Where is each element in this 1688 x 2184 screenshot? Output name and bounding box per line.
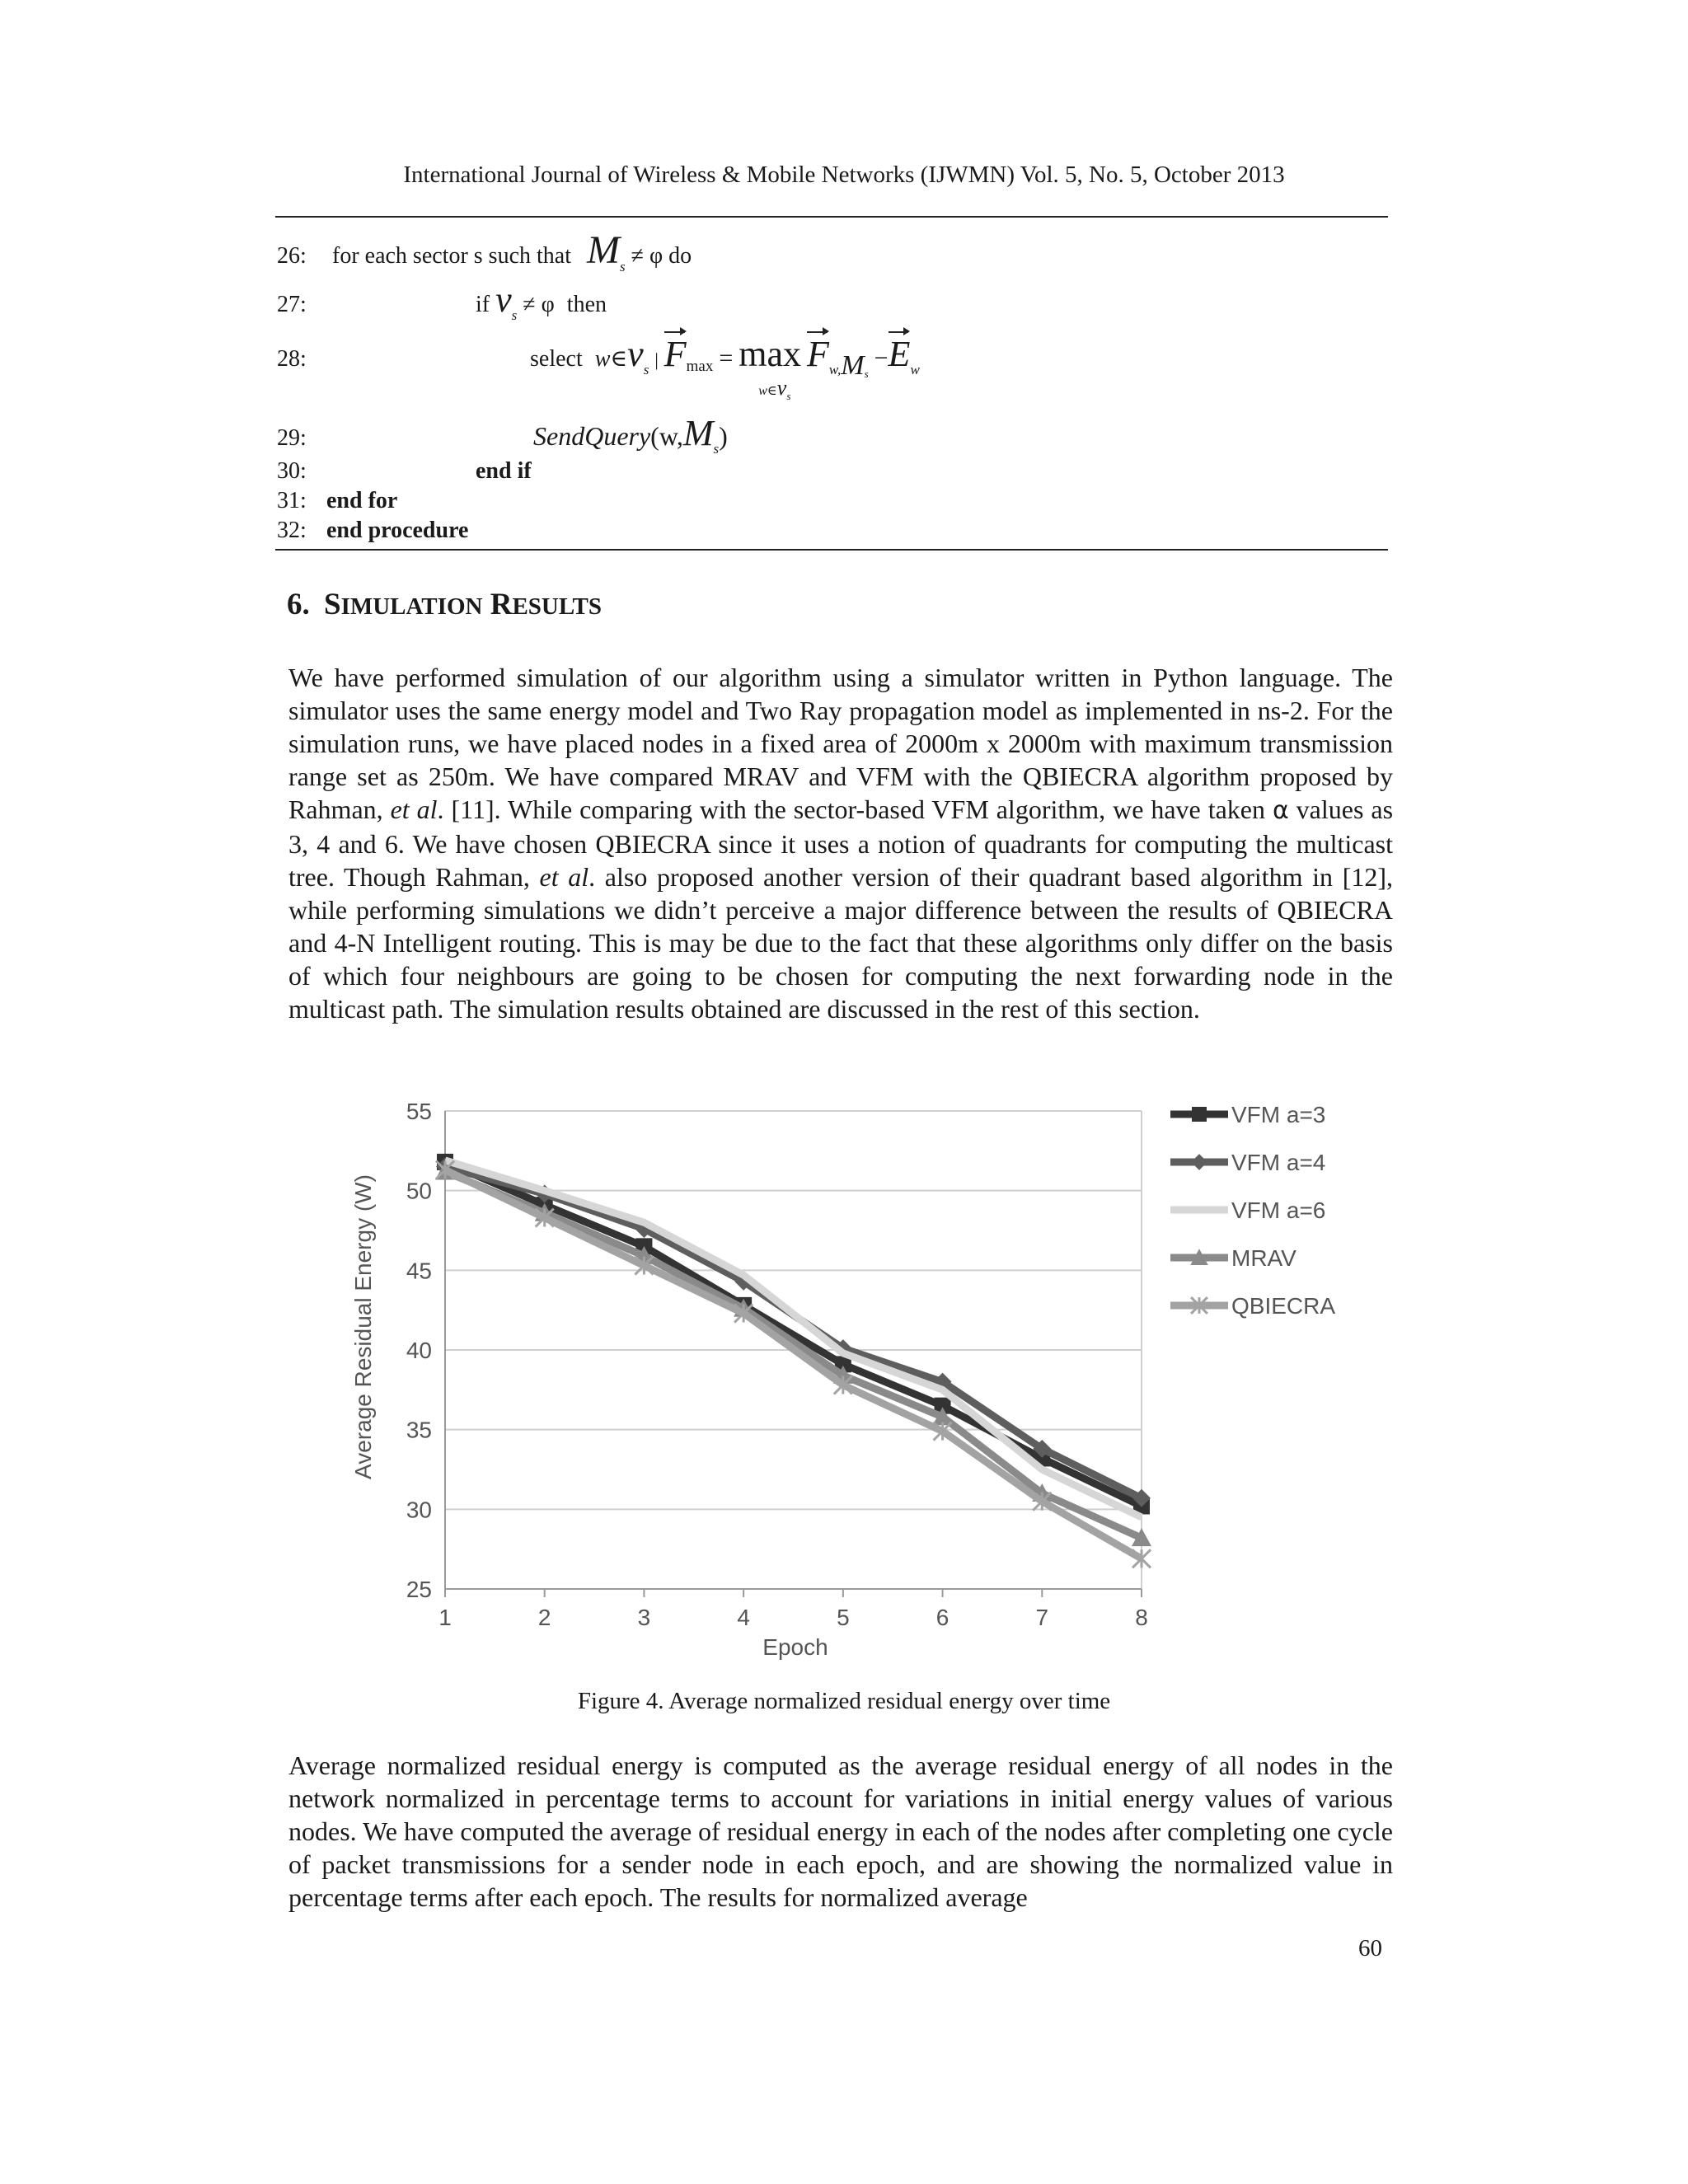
legend-item [1170,1150,1325,1175]
line-number: 27: [277,292,307,317]
journal-header: International Journal of Wireless & Mobile Networks (IJWMN) Vol. 5, No. 5, October 2013 [403,162,1285,188]
section-title-cap-2: R [490,588,513,621]
section-title-smallcaps-2: ESULTS [512,593,603,620]
line-number: 32: [277,518,307,543]
x-tick-label: 3 [637,1605,651,1630]
symbol-v: v [627,334,644,374]
y-tick-label: 50 [406,1178,432,1204]
keyword-end-if: end if [476,458,532,484]
subscript-max: max [686,358,714,375]
algo-text: for each sector s such that [332,243,571,269]
y-tick-label: 25 [406,1577,432,1602]
x-tick-label: 1 [438,1605,452,1630]
w-element-of: w∈ [594,346,628,372]
such-that-bar: | [654,349,659,370]
algo-line-28 [277,333,920,402]
neq-phi: ≠ φ [523,292,555,317]
keyword-do: do [668,243,692,269]
keyword-select: select [530,346,583,372]
section-title-smallcaps-1: IMULATION [340,593,483,620]
symbol-M: M [841,350,865,381]
algorithm-top-rule [275,216,1388,218]
x-tick-label: 6 [935,1605,950,1630]
max-under-index [758,376,790,403]
chart-axes [406,1099,1148,1630]
subscript: w, [828,362,842,377]
line-number: 30: [277,458,307,484]
x-tick-label: 2 [537,1605,551,1630]
keyword-end-procedure: end procedure [326,518,469,543]
x-tick-label: 4 [737,1605,750,1630]
body-paragraph-2 [288,1749,1393,1914]
minus-sign: − [874,344,889,372]
marker-diamond [1191,1154,1207,1170]
text-italic: et al [390,794,438,824]
series-qbiecra [436,1161,1151,1568]
legend-label: VFM a=6 [1231,1197,1326,1223]
residual-energy-chart [346,1088,1376,1681]
text-run: . also proposed another version of their quadrant based algorithm in [12], while performing simulations we didn’t perceive a major difference between the results of QBIECRA and 4-N Intelligent routing. This is may be due to the fact that these algorithms only differ on the basis of which four neighbours are going to be chosen for computing the next forwarding node in the multicast path. The simulation results obtained are discussed in the rest of this section. [288,862,1394,1024]
section-heading [287,587,602,622]
send-query-call: SendQuery [533,421,651,451]
symbol-v: v [495,279,512,320]
symbol-M: M [587,228,620,272]
body-paragraph-1 [288,661,1393,1025]
neq-phi: ≠ φ [631,243,663,269]
y-tick-label: 40 [406,1338,432,1363]
algo-line-27 [277,279,607,324]
vector-E: E [888,334,911,374]
y-tick-label: 30 [406,1497,432,1523]
algo-line-29 [277,412,728,457]
subscript: s [643,362,649,377]
text-italic: et al [539,862,589,892]
text-run: Average normalized residual energy is computed as the average residual energy of all nodes in the network normalized in percentage terms to account for variations in initial energy values of various nodes. We have computed the average of residual energy in each of the nodes after completing one cycle of packet transmissions for a sender node in each epoch, and are showing the normalized value in percentage terms after each epoch. The results for normalized average [288,1750,1393,1912]
legend-label: MRAV [1231,1245,1296,1271]
algo-line-30 [277,458,532,485]
line-number: 28: [277,346,307,372]
marker-square [1192,1107,1207,1122]
y-tick-label: 45 [406,1258,432,1284]
page-number: 60 [1358,1935,1382,1961]
vector-F: F [663,334,687,374]
x-axis-label: Epoch [762,1634,828,1660]
y-tick-label: 55 [406,1099,432,1124]
keyword-if: if [476,292,490,317]
x-tick-label: 8 [1135,1605,1148,1630]
section-number: 6. [287,588,310,621]
legend-label: VFM a=4 [1231,1150,1326,1175]
x-tick-label: 5 [837,1605,850,1630]
subscript: s [864,368,869,380]
y-axis-label: Average Residual Energy (W) [350,1174,376,1479]
max-operator: max [738,334,802,374]
y-tick-label: 35 [406,1417,432,1443]
algorithm-bottom-rule [275,549,1388,551]
legend-item [1170,1102,1325,1127]
line-number: 29: [277,425,307,451]
legend-item [1170,1197,1325,1223]
algo-line-32 [277,518,468,544]
series-line [445,1170,1142,1559]
section-title-cap-1: S [324,588,341,621]
algo-line-31 [277,488,397,514]
x-tick-label: 7 [1035,1605,1049,1630]
subscript: w [910,362,920,377]
text-run: . [11]. While comparing with the sector-based VFM algorithm, we have taken [437,794,1273,824]
equals-sign: = [719,344,734,372]
chart-series-group [435,1154,1151,1568]
vector-F: F [807,334,829,374]
text-run: We have performed simulation of our algorithm using a simulator written in Python language. The simulator uses the same energy model and Two Ray propagation model as implemented in ns-2. For the simulation runs, we have placed nodes in a fixed area of 2000m x 2000m with maximum transmission range set as 250m. We have compared MRAV and VFM with the QBIECRA algorithm proposed by Rahman, [288,663,1393,824]
call-close: ) [719,421,728,451]
legend-item [1170,1293,1335,1319]
subscript: s [619,259,626,274]
under-s: s [786,390,791,402]
under-w: w∈ [758,384,777,398]
legend-item [1170,1245,1296,1271]
symbol-M: M [682,413,714,453]
alpha-symbol: α [1272,796,1289,825]
under-v: v [776,376,787,400]
legend-label: VFM a=3 [1231,1102,1326,1127]
keyword-then: then [566,292,607,317]
series-line [445,1171,1142,1538]
keyword-end-for: end for [326,488,398,513]
figure-caption: Figure 4. Average normalized residual energy over time [577,1688,1111,1714]
subscript: s [511,307,518,323]
legend-label: QBIECRA [1231,1293,1336,1319]
algo-line-26 [277,227,692,275]
subscript: s [713,441,720,457]
chart-legend [1170,1102,1335,1319]
line-number: 31: [277,488,307,513]
text-run: values as 3, 4 and 6. We have chosen QBIECRA since it uses a notion of quadrants for computing the multicast tree. Though Rahman, [288,794,1394,892]
call-args: (w, [650,421,683,451]
line-number: 26: [277,243,307,269]
